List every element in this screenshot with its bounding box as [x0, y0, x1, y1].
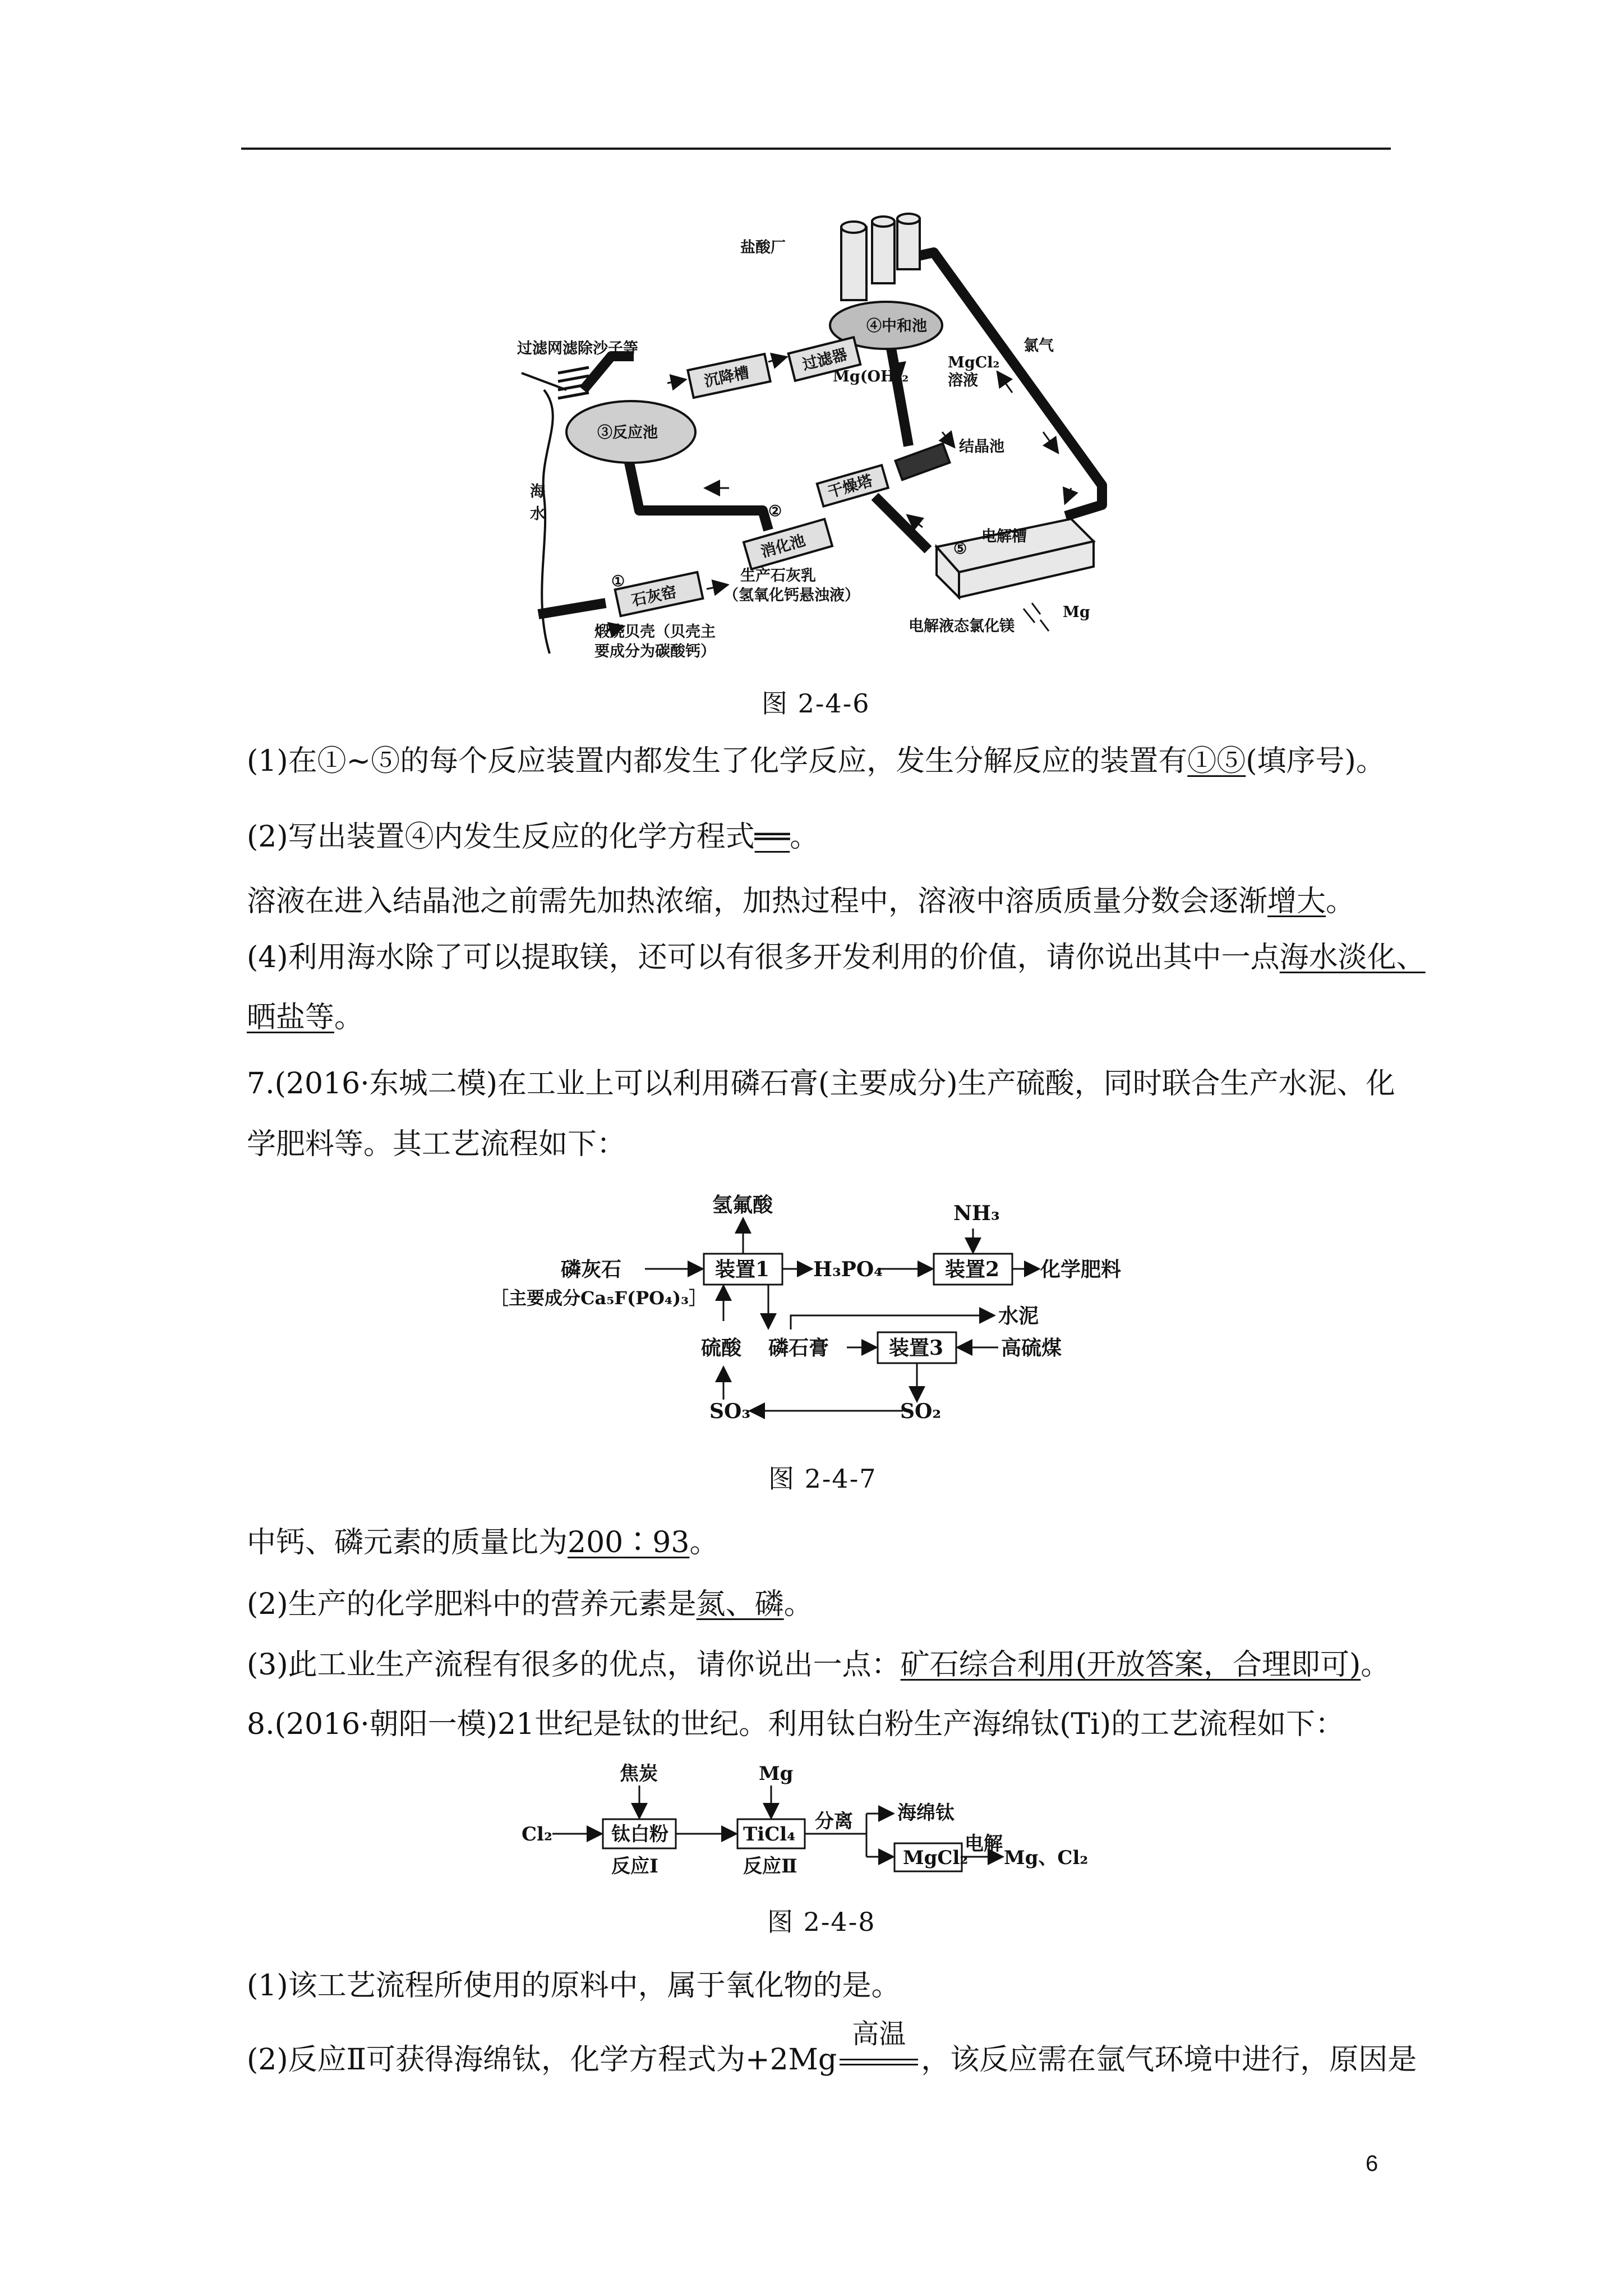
label-settling: 沉降槽 — [703, 364, 751, 390]
q7-part3-answer: 矿石综合利用(开放答案，合理即可) — [900, 1648, 1361, 1682]
label-separate: 分离 — [815, 1810, 853, 1833]
label-phosphorite: 磷灰石 — [561, 1258, 622, 1281]
label-sponge: 海绵钛 — [897, 1802, 955, 1824]
label-chlorine: 氯气 — [1023, 337, 1054, 355]
acid-plant-icon — [841, 214, 920, 300]
label-dry-tower: 干燥塔 — [826, 472, 875, 501]
q6-part2-answer: ══ — [754, 820, 790, 854]
q6-part2: (2)写出装置④内发生反应的化学方程式══。 — [247, 820, 819, 854]
figure-3-caption: 图 2-4-8 — [767, 1907, 876, 1937]
label-lime-milk-1: 生产石灰乳 — [740, 567, 816, 585]
q7-intro-line1: 7.(2016·东城二模)在工业上可以利用磷石膏(主要成分)生产硫酸，同时联合生产水泥、化 — [247, 1067, 1395, 1101]
mg-product-icon — [1023, 603, 1049, 631]
label-seawater-2: 水 — [530, 505, 545, 523]
label-rxn2: 反应Ⅱ — [743, 1855, 797, 1878]
pipe-kiln — [538, 603, 606, 614]
label-neutral-pool: ④中和池 — [866, 318, 927, 335]
label-mgcl2: MgCl₂ — [948, 354, 1000, 371]
label-filter-sand: 过滤网滤除沙子等 — [517, 340, 638, 357]
page-number: 6 — [1366, 2151, 1378, 2176]
label-h2so4: 硫酸 — [701, 1336, 742, 1360]
label-electro-liquid: 电解液态氯化镁 — [909, 618, 1015, 635]
q7-part1-answer: 200∶93 — [568, 1526, 690, 1559]
label-mgcl2: MgCl₂ — [903, 1847, 969, 1869]
label-coal: 高硫煤 — [1001, 1336, 1062, 1360]
label-hf: 氢氟酸 — [712, 1193, 773, 1217]
label-slaking-num: ② — [768, 503, 782, 520]
label-cl2: Cl₂ — [522, 1823, 552, 1846]
q6-part4-line2: 晒盐等。 — [247, 1001, 364, 1034]
label-solution: 溶液 — [948, 372, 978, 389]
q6-part3: 溶液在进入结晶池之前需先加热浓缩，加热过程中，溶液中溶质质量分数会逐渐增大。 — [247, 885, 1355, 918]
label-dev2: 装置2 — [945, 1258, 1000, 1281]
q6-part4-line1: (4)利用海水除了可以提取镁，还可以有很多开发利用的价值，请你说出其中一点海水淡化、 — [247, 941, 1426, 974]
label-gypsum: 磷石膏 — [768, 1336, 829, 1360]
label-so2: SO₂ — [900, 1400, 942, 1423]
q8-part1: (1)该工艺流程所使用的原料中，属于氧化物的是。 — [247, 1969, 901, 2003]
label-acid-plant: 盐酸厂 — [740, 239, 786, 256]
q6-part1-answer: ①⑤ — [1187, 744, 1246, 778]
label-cement: 水泥 — [998, 1304, 1039, 1328]
label-reaction-pool: ③反应池 — [597, 424, 658, 441]
q6-part4-answer-1: 海水淡化、 — [1279, 941, 1426, 974]
figure-1-caption: 图 2-4-6 — [762, 688, 870, 719]
label-so3: SO₃ — [709, 1400, 751, 1423]
label-filter: 过滤器 — [800, 346, 849, 374]
label-rxn1: 反应Ⅰ — [611, 1855, 658, 1878]
q8-reaction-condition: 高温 — [837, 2042, 921, 2078]
label-mgoh2: Mg(OH)₂ — [833, 368, 909, 385]
label-calcine-2: 要成分为碳酸钙） — [594, 643, 716, 660]
label-h3po4: H₃PO₄ — [813, 1258, 883, 1281]
label-tio2: 钛白粉 — [611, 1823, 668, 1846]
label-kiln-num: ① — [611, 573, 625, 590]
q8-part2: (2)反应Ⅱ可获得海绵钛，化学方程式为+2Mg 高温 ，该反应需在氩气环境中进行，原因是 — [247, 2018, 1417, 2077]
q7-part3: (3)此工业生产流程有很多的优点，请你说出一点：矿石综合利用(开放答案，合理即可)。 — [247, 1648, 1390, 1682]
label-calcine-1: 煅烧贝壳（贝壳主 — [594, 623, 716, 641]
pipe-dry — [875, 496, 928, 550]
q7-part2: (2)生产的化学肥料中的营养元素是氮、磷。 — [247, 1588, 813, 1621]
label-electro: 电解槽 — [981, 528, 1027, 545]
q7-intro-line2: 学肥料等。其工艺流程如下： — [247, 1128, 626, 1161]
label-slaking: 消化池 — [759, 531, 808, 562]
arrow-cement — [791, 1315, 993, 1329]
label-nh3: NH₃ — [953, 1202, 1000, 1225]
label-ticl4: TiCl₄ — [743, 1823, 796, 1846]
label-products: Mg、Cl₂ — [1004, 1847, 1089, 1869]
q6-part3-answer: 增大 — [1267, 885, 1326, 918]
label-main-comp: ［主要成分Ca₅F(PO₄)₃］ — [491, 1287, 707, 1309]
label-seawater-1: 海 — [530, 483, 545, 500]
q6-part1: (1)在①~⑤的每个反应装置内都发生了化学反应，发生分解反应的装置有①⑤(填序号)。 — [247, 744, 1385, 778]
label-fertilizer: 化学肥料 — [1040, 1258, 1122, 1281]
crystal-pool-icon — [896, 444, 950, 480]
label-dev1: 装置1 — [715, 1258, 770, 1281]
q7-part1: 中钙、磷元素的质量比为200∶93。 — [247, 1526, 719, 1559]
figure-2-caption: 图 2-4-7 — [768, 1464, 877, 1494]
label-kiln: 石灰窑 — [630, 583, 679, 610]
label-electrolysis: 电解 — [965, 1833, 1003, 1855]
pipe-reaction-slaking — [628, 457, 768, 530]
label-mg: Mg — [1063, 604, 1090, 621]
label-crystal-pool: 结晶池 — [959, 438, 1004, 455]
label-lime-milk-2: （氢氧化钙悬浊液） — [723, 587, 860, 604]
q8-intro: 8.(2016·朝阳一模)21世纪是钛的世纪。利用钛白粉生产海绵钛(Ti)的工艺流程如下： — [247, 1708, 1345, 1741]
figure-seawater-magnesium — [505, 205, 1150, 670]
label-coke: 焦炭 — [620, 1763, 658, 1785]
equal-sign — [840, 2059, 918, 2065]
q6-part4-answer-2: 晒盐等 — [247, 1001, 335, 1034]
label-dev3: 装置3 — [889, 1336, 944, 1360]
q7-part2-answer: 氮、磷 — [696, 1588, 784, 1621]
figure-titanium-flow — [519, 1760, 1124, 1878]
header-rule — [241, 148, 1391, 150]
figure-phosphogypsum-flow — [485, 1184, 1181, 1436]
label-electro-num: ⑤ — [953, 540, 967, 558]
pipe-inlet — [583, 356, 634, 390]
label-mg-in: Mg — [759, 1763, 794, 1785]
